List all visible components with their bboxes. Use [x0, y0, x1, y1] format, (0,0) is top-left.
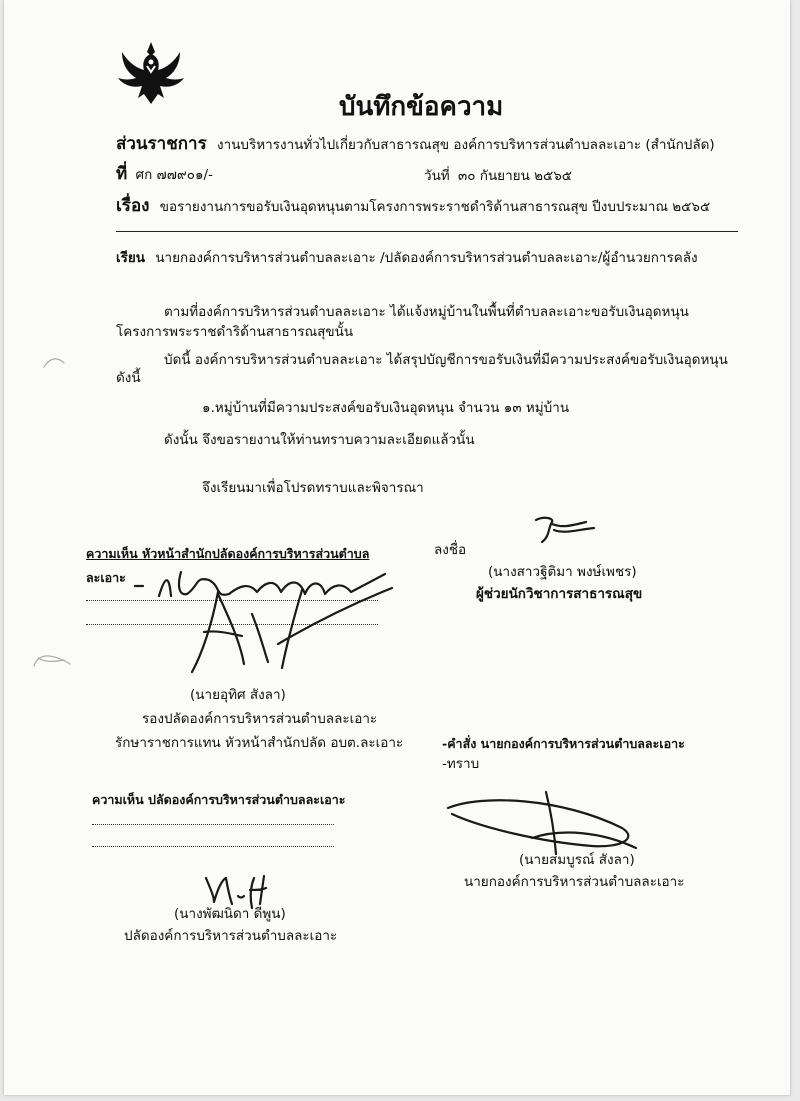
to-label: เรียน	[116, 250, 146, 266]
opinion1-signature	[182, 584, 402, 680]
to-value: นายกองค์การบริหารส่วนตำบลละเอาะ /ปลัดองค์การบริหารส่วนตำบลละเอาะ/ผู้อำนวยการคลัง	[155, 250, 698, 266]
signer-signature	[524, 512, 604, 552]
margin-mark-1	[42, 355, 66, 369]
body-p1-line2: โครงการพระราชดำริด้านสาธารณสุขนั้น	[116, 324, 354, 340]
opinion2-position: ปลัดองค์การบริหารส่วนตำบลละเอาะ	[124, 928, 338, 944]
subject-label: เรื่อง	[116, 196, 150, 216]
opinion1-position-line2: รักษาราชการแทน หัวหน้าสำนักปลัด อบต.ละเอาะ	[115, 735, 404, 751]
opinion2-heading: ความเห็น ปลัดองค์การบริหารส่วนตำบลละเอาะ	[92, 792, 346, 807]
margin-mark-2	[30, 648, 74, 672]
opinion2-dotted-line-1	[92, 824, 334, 825]
body-p1-line1: ตามที่องค์การบริหารส่วนตำบลละเอาะ ได้แจ้งหมู่บ้านในพื้นที่ตำบลละเอาะขอรับเงินอุดหนุน	[164, 304, 689, 320]
order-name: (นายสมบูรณ์ สังลา)	[519, 852, 635, 868]
order-value: -ทราบ	[442, 756, 480, 772]
opinion1-name: (นายอุทิศ สังลา)	[190, 687, 286, 703]
date-label: วันที่	[424, 168, 450, 184]
opinion1-heading-line1: ความเห็น หัวหน้าสำนักปลัดองค์การบริหารส่วนตำบล	[86, 546, 370, 561]
signer-name: (นางสาวฐิติมา พงษ์เพชร)	[488, 564, 637, 580]
sign-label: ลงชื่อ	[434, 542, 467, 558]
body-item1: ๑.หมู่บ้านที่มีความประสงค์ขอรับเงินอุดหนุน จำนวน ๑๓ หมู่บ้าน	[202, 400, 570, 416]
date-value: ๓๐ กันยายน ๒๕๖๕	[458, 168, 573, 184]
section-row	[116, 130, 715, 157]
garuda-emblem-icon	[114, 38, 188, 108]
memo-page	[4, 0, 790, 1095]
body-p2-line2: ดังนี้	[116, 370, 141, 386]
to-row	[116, 246, 698, 268]
ref-row	[116, 160, 213, 187]
opinion1-position-line1: รองปลัดองค์การบริหารส่วนตำบลละเอาะ	[142, 711, 378, 727]
subject-row	[116, 192, 710, 219]
opinion2-dotted-line-2	[92, 846, 334, 847]
memo-title: บันทึกข้อความ	[339, 92, 504, 122]
body-closing: จึงเรียนมาเพื่อโปรดทราบและพิจารณา	[202, 480, 424, 496]
date-row	[424, 164, 572, 186]
opinion2-name: (นางพัฒนิดา ดีพูน)	[174, 906, 286, 922]
section-label: ส่วนราชการ	[116, 134, 207, 154]
order-heading: -คำสั่ง นายกองค์การบริหารส่วนตำบลละเอาะ	[442, 736, 685, 751]
signer-position: ผู้ช่วยนักวิชาการสาธารณสุข	[476, 586, 643, 602]
body-p3: ดังนั้น จึงขอรายงานให้ท่านทราบความละเอียดแล้วนั้น	[164, 432, 475, 448]
order-position: นายกองค์การบริหารส่วนตำบลละเอาะ	[464, 874, 685, 890]
opinion1-heading-line2: ละเอาะ	[86, 570, 126, 585]
subject-value: ขอรายงานการขอรับเงินอุดหนุนตามโครงการพระราชดำริด้านสาธารณสุข ปีงบประมาณ ๒๕๖๕	[159, 199, 711, 215]
ref-value: ศก ๗๗๙๐๑/-	[135, 167, 213, 183]
section-value: งานบริหารงานทั่วไปเกี่ยวกับสาธารณสุข องค์การบริหารส่วนตำบลละเอาะ (สำนักปลัด)	[217, 137, 715, 153]
ref-label: ที่	[116, 164, 128, 184]
header-divider	[116, 231, 738, 232]
body-p2-line1: บัดนี้ องค์การบริหารส่วนตำบลละเอาะ ได้สรุปบัญชีการขอรับเงินที่มีความประสงค์ขอรับเงินอุดหนุน	[164, 352, 728, 368]
